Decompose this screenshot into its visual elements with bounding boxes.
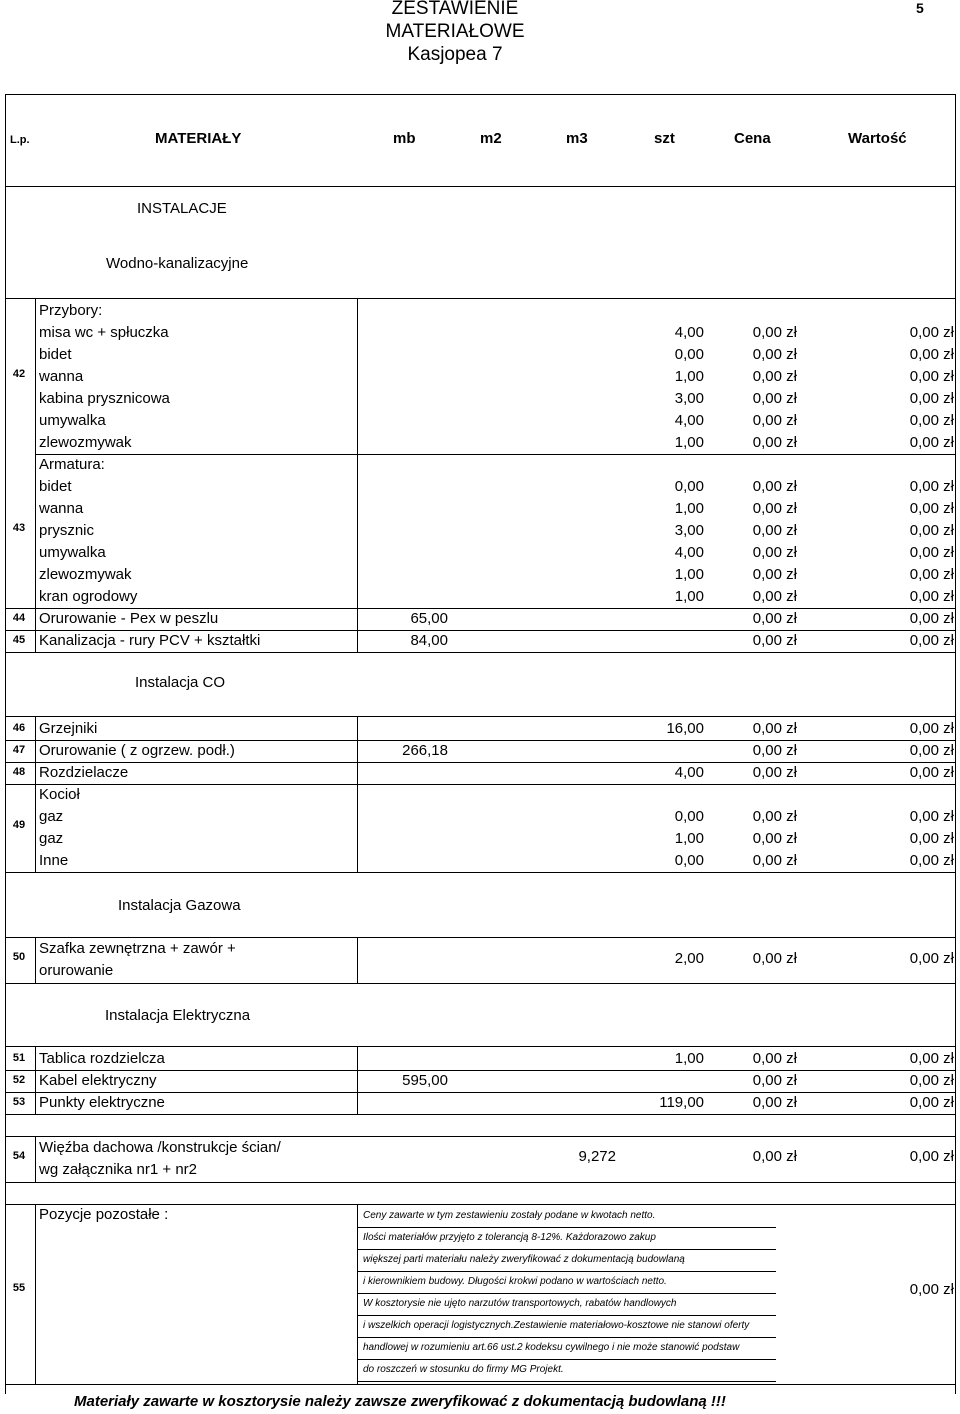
section-elektr: Instalacja Elektryczna [105,1007,251,1024]
cell-qty: 4,00 [674,324,704,341]
material-name: gaz [39,808,64,825]
cell-price: 0,00 zł [752,632,797,649]
cell-price: 0,00 zł [752,500,797,517]
item-number-50: 50 [12,951,26,963]
item55-value: 0,00 zł [909,1281,954,1298]
item50-name-line1: Szafka zewnętrzna + zawór + [39,940,236,957]
note-line: i kierownikiem budowy. Długości krokwi podano w wartościach netto. [363,1276,667,1287]
grid-line [35,716,36,872]
material-name: umywalka [39,412,106,429]
cell-value: 0,00 zł [909,632,954,649]
material-name: bidet [39,478,72,495]
cell-value: 0,00 zł [909,522,954,539]
grid-line [5,983,955,984]
item-number: 47 [12,744,26,756]
cell-qty: 1,00 [674,566,704,583]
cell-price: 0,00 zł [752,544,797,561]
note-underline [358,1315,776,1316]
cell-price: 0,00 zł [752,720,797,737]
grid-line [5,740,955,741]
col-m3: m3 [566,130,588,147]
cell-value: 0,00 zł [909,1072,954,1089]
note-underline [358,1271,776,1272]
note-line: Ilości materiałów przyjęto z tolerancją 8-12%. Każdorazowo zakup [363,1232,656,1243]
note-line: handlowej w rozumieniu art.66 ust.2 kodeksu cywilnego i nie może stanowić podstaw [363,1342,740,1353]
grid-line [35,1136,36,1182]
cell-qty: 1,00 [674,500,704,517]
material-name: Inne [39,852,69,869]
col-price: Cena [734,130,771,147]
note-underline [358,1227,776,1228]
material-name: wanna [39,500,84,517]
section-co: Instalacja CO [135,674,226,691]
material-name: zlewozmywak [39,566,132,583]
cell-price: 0,00 zł [752,390,797,407]
item54-qty: 9,272 [578,1148,616,1165]
item55-name: Pozycje pozostałe : [39,1206,169,1223]
section-wod-kan: Wodno-kanalizacyjne [106,255,249,272]
section-instalacje: INSTALACJE [137,200,227,217]
material-name: umywalka [39,544,106,561]
grid-line [35,454,955,455]
page-number: 5 [916,0,924,16]
cell-price: 0,00 zł [752,808,797,825]
col-lp: L.p. [10,134,30,146]
grid-line [357,716,358,872]
material-name: kran ogrodowy [39,588,138,605]
grid-line [5,937,955,938]
cell-qty: 1,00 [674,368,704,385]
material-name: wanna [39,368,84,385]
item50-name-line2: orurowanie [39,962,114,979]
material-name: zlewozmywak [39,434,132,451]
cell-qty: 0,00 [674,808,704,825]
material-name: Rozdzielacze [39,764,129,781]
grid-line [357,937,358,983]
grid-line [35,1046,36,1114]
item-number: 46 [12,722,26,734]
col-szt: szt [654,130,675,147]
cell-qty: 0,00 [674,852,704,869]
grid-line [357,298,358,652]
grid-line [357,1204,358,1384]
cell-value: 0,00 zł [909,830,954,847]
item-number: 51 [12,1052,26,1064]
item-number: 53 [12,1096,26,1108]
grid-line [5,762,955,763]
item54-name-line2: wg załącznika nr1 + nr2 [39,1161,197,1178]
material-name: Armatura: [39,456,105,473]
header-bottom-line [5,186,955,187]
grid-line [5,1092,955,1093]
item50-qty: 2,00 [674,950,704,967]
cell-value: 0,00 zł [909,720,954,737]
cell-value: 0,00 zł [909,1094,954,1111]
col-materials: MATERIAŁY [155,130,242,147]
material-name: Przybory: [39,302,103,319]
cell-mb: 84,00 [410,632,448,649]
cell-price: 0,00 zł [752,852,797,869]
item54-price: 0,00 zł [752,1148,797,1165]
cell-qty: 0,00 [674,478,704,495]
cell-value: 0,00 zł [909,764,954,781]
grid-line [5,652,955,653]
item-number-42: 42 [12,368,26,380]
material-name: prysznic [39,522,95,539]
note-line: do roszczeń w stosunku do firmy MG Projekt. [363,1364,564,1375]
cell-value: 0,00 zł [909,324,954,341]
grid-line [5,784,955,785]
item50-value: 0,00 zł [909,950,954,967]
note-underline [358,1337,776,1338]
cell-qty: 1,00 [674,434,704,451]
cell-mb: 595,00 [402,1072,448,1089]
grid-line [5,1384,955,1385]
material-name: Orurowanie - Pex w peszlu [39,610,219,627]
cell-qty: 3,00 [674,522,704,539]
doc-title-line3: Kasjopea 7 [407,44,503,65]
item-number: 45 [12,634,26,646]
cell-mb: 266,18 [402,742,448,759]
frame-top [5,94,955,95]
grid-line [5,716,955,717]
material-name: Kabel elektryczny [39,1072,157,1089]
cell-mb: 65,00 [410,610,448,627]
cell-value: 0,00 zł [909,588,954,605]
cell-value: 0,00 zł [909,346,954,363]
cell-value: 0,00 zł [909,1050,954,1067]
cell-value: 0,00 zł [909,412,954,429]
item-number-55: 55 [12,1282,26,1294]
item-number-43: 43 [12,522,26,534]
cell-price: 0,00 zł [752,1072,797,1089]
cell-value: 0,00 zł [909,544,954,561]
cell-price: 0,00 zł [752,1050,797,1067]
grid-line [5,630,955,631]
note-line: i wszelkich operacji logistycznych.Zestawienie materiałowo-kosztowe nie stanowi oferty [363,1320,750,1331]
doc-title-line2: MATERIAŁOWE [385,21,525,42]
col-mb: mb [393,130,416,147]
item50-price: 0,00 zł [752,950,797,967]
material-name: Punkty elektryczne [39,1094,165,1111]
frame-right [955,94,956,1394]
cell-value: 0,00 zł [909,852,954,869]
cell-value: 0,00 zł [909,742,954,759]
cell-price: 0,00 zł [752,742,797,759]
note-underline [358,1293,776,1294]
section-gaz: Instalacja Gazowa [118,897,241,914]
grid-line [5,1182,955,1183]
cell-qty: 119,00 [659,1094,704,1111]
grid-line [5,1204,955,1205]
col-value: Wartość [848,130,907,147]
cell-value: 0,00 zł [909,368,954,385]
material-name: kabina prysznicowa [39,390,170,407]
cell-value: 0,00 zł [909,566,954,583]
note-line: W kosztorysie nie ujęto narzutów transportowych, rabatów handlowych [363,1298,677,1309]
material-name: Orurowanie ( z ogrzew. podł.) [39,742,235,759]
item-number-49: 49 [12,819,26,831]
material-name: Kanalizacja - rury PCV + kształtki [39,632,261,649]
material-name: Tablica rozdzielcza [39,1050,165,1067]
note-line: większej parti materiału należy zweryfikować z dokumentacją budowlaną [363,1254,685,1265]
cell-price: 0,00 zł [752,566,797,583]
material-name: misa wc + spłuczka [39,324,169,341]
cell-value: 0,00 zł [909,434,954,451]
grid-line [35,937,36,983]
cell-value: 0,00 zł [909,610,954,627]
grid-line [5,1070,955,1071]
cell-price: 0,00 zł [752,478,797,495]
cell-qty: 1,00 [674,1050,704,1067]
grid-line [5,1046,955,1047]
material-name: gaz [39,830,64,847]
grid-line [5,1114,955,1115]
cell-qty: 4,00 [674,764,704,781]
cell-qty: 1,00 [674,588,704,605]
material-name: bidet [39,346,72,363]
item-number: 44 [12,612,26,624]
item54-value: 0,00 zł [909,1148,954,1165]
item-number-54: 54 [12,1150,26,1162]
cell-qty: 3,00 [674,390,704,407]
cell-qty: 1,00 [674,830,704,847]
cell-price: 0,00 zł [752,346,797,363]
note-underline [358,1249,776,1250]
grid-line [5,1136,955,1137]
cell-price: 0,00 zł [752,412,797,429]
cell-value: 0,00 zł [909,500,954,517]
grid-line [35,298,36,652]
item54-name-line1: Więźba dachowa /konstrukcje ścian/ [39,1139,281,1156]
cell-qty: 4,00 [674,544,704,561]
note-underline [358,1359,776,1360]
cell-value: 0,00 zł [909,390,954,407]
cell-qty: 16,00 [666,720,704,737]
cell-price: 0,00 zł [752,588,797,605]
cell-price: 0,00 zł [752,1094,797,1111]
cell-price: 0,00 zł [752,368,797,385]
cell-price: 0,00 zł [752,830,797,847]
cell-price: 0,00 zł [752,764,797,781]
cell-price: 0,00 zł [752,522,797,539]
cell-value: 0,00 zł [909,478,954,495]
col-m2: m2 [480,130,502,147]
item-number: 52 [12,1074,26,1086]
cell-qty: 0,00 [674,346,704,363]
cell-value: 0,00 zł [909,808,954,825]
cell-price: 0,00 zł [752,434,797,451]
note-underline [358,1381,776,1382]
material-name: Kocioł [39,786,80,803]
cell-price: 0,00 zł [752,610,797,627]
cell-qty: 4,00 [674,412,704,429]
item-number: 48 [12,766,26,778]
note-line: Ceny zawarte w tym zestawieniu zostały podane w kwotach netto. [363,1210,656,1221]
grid-line [5,872,955,873]
grid-line [5,608,955,609]
material-name: Grzejniki [39,720,98,737]
cell-price: 0,00 zł [752,324,797,341]
doc-title-line1: ZESTAWIENIE [391,0,519,19]
grid-line [35,1204,36,1384]
grid-line [357,1046,358,1114]
grid-line [5,298,955,299]
footer-warning: Materiały zawarte w kosztorysie należy zawsze zweryfikować z dokumentacją budowlaną !!! [74,1393,726,1410]
